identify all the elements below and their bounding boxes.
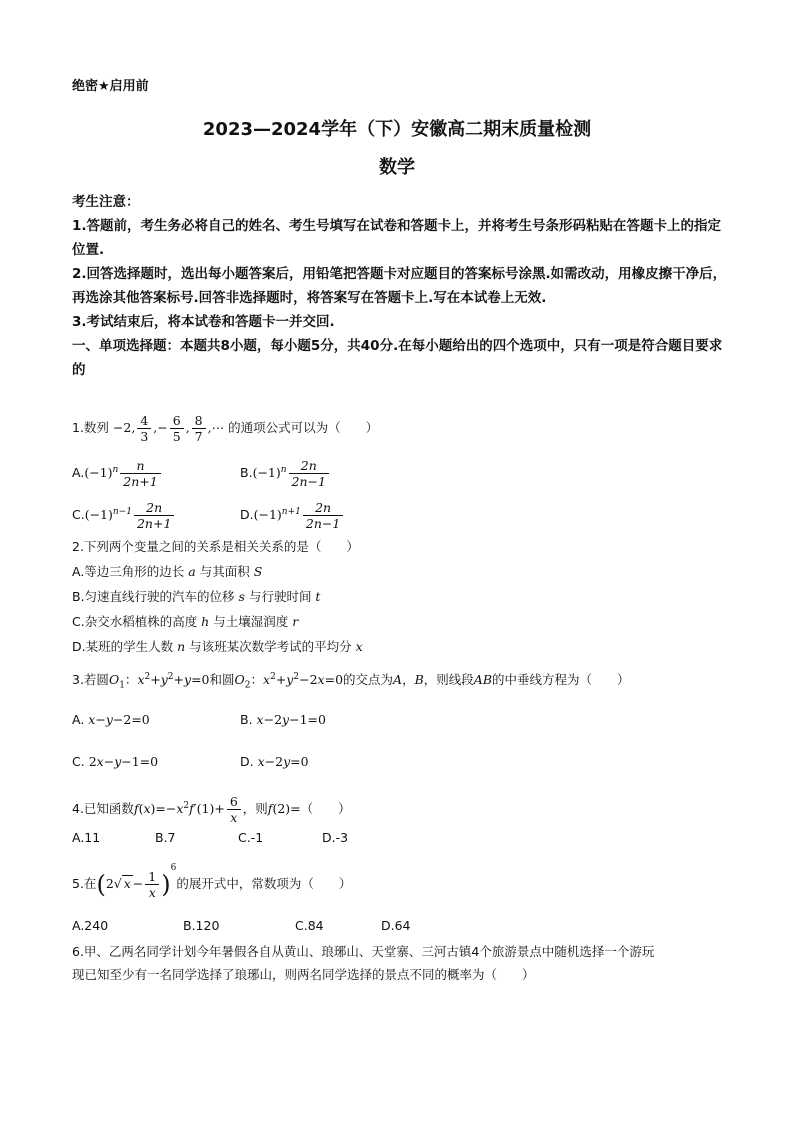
q3-option-d[interactable]: D. x−2y=0: [240, 754, 309, 769]
section-1-heading: 一、单项选择题：本题共8小题，每小题5分，共40分.在每小题给出的四个选项中，只有一项是符合题目要求的: [72, 338, 723, 378]
exam-title: 2023—2024学年（下）安徽高二期末质量检测: [202, 119, 592, 140]
q2-option-d[interactable]: D.某班的学生人数 n 与该班某次数学考试的平均分 x: [72, 639, 363, 654]
q4-option-b[interactable]: B.7: [155, 830, 176, 845]
notice-item-3: 3.考试结束后，将本试卷和答题卡一并交回.: [72, 314, 335, 330]
question-2-stem: 2.下列两个变量之间的关系是相关关系的是（ ）: [72, 539, 359, 554]
question-4-stem: 4.已知函数$f(x)=-x^2f'(1)+$ $\frac{6}{x}$ ，则f(2)=（ ）: [72, 794, 351, 825]
q5-option-b[interactable]: B.120: [183, 918, 220, 933]
q4-option-a[interactable]: A.11: [72, 830, 101, 845]
notice-item-1: 1.答题前，考生务必将自己的姓名、考生号填写在试卷和答题卡上，并将考生号条形码粘贴在答题卡上的指定位置.: [72, 218, 722, 258]
q1-option-c[interactable]: $C.(-1)^{n-1}$ $\frac{2n}{2n+1}$: [72, 500, 176, 531]
q3-option-c[interactable]: C. 2x−y−1=0: [72, 754, 159, 769]
q2-option-b[interactable]: B.匀速直线行驶的汽车的位移 s 与行驶时间 t: [72, 589, 321, 604]
q5-option-d[interactable]: D.64: [381, 918, 411, 933]
q2-option-a[interactable]: A.等边三角形的边长 a 与其面积 S: [72, 564, 263, 579]
q4-option-c[interactable]: C.-1: [238, 830, 264, 845]
q1-option-a[interactable]: $A.(-1)^n$ $\frac{n}{2n+1}$: [72, 458, 163, 489]
confidential-label: 绝密★启用前: [72, 79, 149, 94]
q2-option-c[interactable]: C.杂交水稻植株的高度 h 与土壤湿润度 r: [72, 614, 299, 629]
q1-option-d[interactable]: $D.(-1)^{n+1}$ $\frac{2n}{2n-1}$: [240, 500, 345, 531]
q4-option-d[interactable]: D.-3: [322, 830, 349, 845]
subject-title: 数学: [379, 157, 415, 178]
q1-option-b[interactable]: $B.(-1)^n$ $\frac{2n}{2n-1}$: [240, 458, 331, 489]
q5-option-c[interactable]: C.84: [295, 918, 324, 933]
question-5-stem: 5.在(2√ x − $\frac{1}{x}$ )$^6$的展开式中，常数项为（ ）: [72, 863, 352, 900]
q3-option-b[interactable]: B. x−2y−1=0: [240, 712, 326, 727]
question-6-line-2: 现已知至少有一名同学选择了琅琊山，则两名同学选择的景点不同的概率为（ ）: [72, 967, 535, 982]
question-1-stem: 1.数列 −2, $\frac{4}{3}$ ,− $\frac{6}{5}$ , $\frac{8}{7}$ ,⋯ 的通项公式可以为（ ）: [72, 413, 379, 444]
notice-item-2: 2.回答选择题时，选出每小题答案后，用铅笔把答题卡对应题目的答案标号涂黑.如需改动，用橡皮擦干净后，再选涂其他答案标号.回答非选择题时，将答案写在答题卡上.写在本试卷上无效.: [72, 266, 727, 306]
q3-option-a[interactable]: A. x−y−2=0: [72, 712, 150, 727]
notice-heading: 考生注意：: [72, 194, 140, 210]
q5-option-a[interactable]: A.240: [72, 918, 109, 933]
question-6-line-1: 6.甲、乙两名同学计划今年暑假各自从黄山、琅琊山、天堂寨、三河古镇4个旅游景点中随机选择一个游玩: [72, 944, 655, 959]
question-3-stem: 3.若圆$O_1$：$x^2+y^2+y=0$和圆$O_2$：$x^2+y^2-2x=0$的交点为A，B，则线段AB的中垂线方程为（ ）: [72, 671, 630, 691]
exam-notice: [72, 190, 732, 382]
